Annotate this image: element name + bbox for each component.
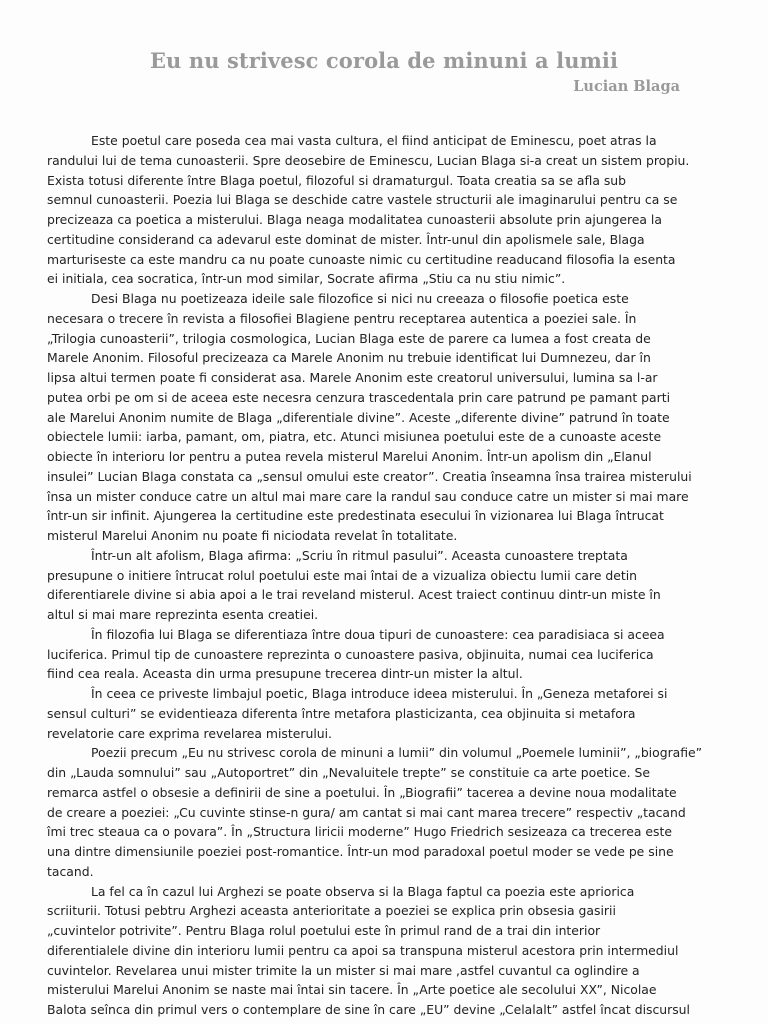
document-author: Lucian Blaga xyxy=(573,78,680,95)
text-line: Desi Blaga nu poetizeaza ideile sale filozofice si nici nu creeaza o filosofie poetica este xyxy=(91,291,629,306)
text-line: diferentialele divine din interioru lumii pentru ca apoi sa transpuna misterul acestora prin intermediul xyxy=(47,942,679,958)
text-line: precizeaza ca poetica a misterului. Blaga neaga modalitatea cunoasterii absolute prin ajungerea la xyxy=(47,212,662,227)
text-line: În filozofia lui Blaga se diferentiaza între doua tipuri de cunoastere: cea paradisiaca si aceea xyxy=(91,626,665,642)
text-line: din „Lauda somnului” sau „Autoportret” din „Nevaluitele trepte” se constituie ca arte poetice. Se xyxy=(47,765,650,780)
text-line: îmi trec steaua ca o povara”. În „Structura liricii moderne” Hugo Friedrich sesizeaza ca trecerea este xyxy=(47,824,672,840)
document-body xyxy=(47,131,723,1020)
text-line: altul si mai mare reprezinta esenta creatiei. xyxy=(47,607,319,622)
text-line: ei initiala, cea socratica, într-un mod similar, Socrate afirma „Stiu ca nu stiu nimic”. xyxy=(47,271,566,287)
text-line: una dintre dimensiunile poeziei post-romantice. Într-un mod paradoxal poetul moder se vede pe sine xyxy=(47,844,674,859)
document-title: Eu nu strivesc corola de minuni a lumii xyxy=(149,48,619,73)
text-line: revelatorie care exprima revelarea misterului. xyxy=(47,725,332,741)
text-line: „cuvintelor potrivite”. Pentru Blaga rolul poetului este în primul rand de a trai din interior xyxy=(47,923,601,938)
text-line: certitudine considerand ca adevarul este dominat de mister. Într-unul din apolismele sale, Blaga xyxy=(47,231,645,247)
text-line: cuvintelor. Revelarea unui mister trimite la un mister si mai mare ,astfel cuvantul ca oglindire a xyxy=(47,962,640,978)
text-line: Exista totusi diferente între Blaga poetul, filozoful si dramaturgul. Toata creatia sa se afla sub xyxy=(47,172,627,188)
text-line: putea orbi pe om si de aceea este necesra cenzura trascedentala prin care patrund pe pamant parti xyxy=(47,389,671,405)
text-line: de creare a poeziei: „Cu cuvinte stinse-n gura/ am cantat si mai cant marea trecere” respectiv „tacand xyxy=(47,804,686,820)
text-line: Poezii precum „Eu nu strivesc corola de minuni a lumii” din volumul „Poemele luminii”, „biografie” xyxy=(91,745,703,761)
text-line: obiectele lumii: iarba, pamant, om, piatra, etc. Atunci misiunea poetului este de a cunoaste aceste xyxy=(47,429,662,445)
text-line: scriiturii. Totusi pebtru Arghezi aceasta anterioritate a poeziei se explica prin obsesia gasirii xyxy=(47,903,616,919)
text-line: randului lui de tema cunoasterii. Spre deosebire de Eminescu, Lucian Blaga si-a creat un sistem propiu. xyxy=(47,152,690,168)
text-line: Marele Anonim. Filosoful precizeaza ca Marele Anonim nu trebuie identificat lui Dumnezeu, dar în xyxy=(47,350,651,366)
text-line: diferentiarele divine si abia apoi a le trai reveland misterul. Acest traiect continuu dintr-un miste în xyxy=(47,587,661,603)
text-line: misterul Marelui Anonim nu poate fi niciodata revelat în totalitate. xyxy=(47,528,458,543)
text-line: semnul cunoasterii. Poezia lui Blaga se deschide catre vastele structurii ale imaginarului pentru ca se xyxy=(47,192,678,208)
text-line: însa un mister conduce catre un altul mai mare care la randul sau conduce catre un mister si mai mare xyxy=(47,488,689,504)
text-line: marturiseste ca este mandru ca nu poate cunoaste nimic cu certitudine readucand filosofia la esenta xyxy=(47,251,676,267)
text-line: lipsa altui termen poate fi considerat asa. Marele Anonim este creatorul universului, lumina sa l-ar xyxy=(47,370,658,385)
text-line: presupune o initiere întrucat rolul poetului este mai întai de a vizualiza obiectu lumii care detin xyxy=(47,567,638,583)
text-line: fiind cea reala. Aceasta din urma presupune trecerea dintr-un mister la altul. xyxy=(47,666,523,682)
text-line: într-un sir infinit. Ajungerea la certitudine este predestinata esecului în vizionarea lui Blaga întrucat xyxy=(47,508,664,524)
text-line: Într-un alt afolism, Blaga afirma: „Scriu în ritmul pasului”. Aceasta cunoastere treptata xyxy=(91,547,628,563)
text-line: misterului Marelui Anonim se naste mai întai sin tacere. În „Arte poetice ale secolului XX”, Nicolae xyxy=(47,982,657,998)
text-line: obiecte în interioru lor pentru a putea revela misterul Marelui Anonim. Într-un apolism din „Elanul xyxy=(47,449,652,464)
text-line: sensul culturi” se evidentieaza diferenta între metafora plasticizanta, cea objinuita si metafora xyxy=(47,705,636,721)
text-line: remarca astfel o obsesie a definirii de sine a poetului. În „Biografii” tacerea a devine noua modalitate xyxy=(47,784,677,800)
text-line: „Trilogia cunoasterii”, trilogia cosmologica, Lucian Blaga este de parere ca lumea a fost creata de xyxy=(47,330,651,346)
text-line: luciferica. Primul tip de cunoastere reprezinta o cunoastere pasiva, objinuita, numai cea luciferica xyxy=(47,646,654,662)
text-line: În ceea ce priveste limbajul poetic, Blaga introduce ideea misterului. În „Geneza metaforei si xyxy=(91,686,668,701)
text-line: insulei” Lucian Blaga constata ca „sensul omului este creator”. Creatia înseamna însa trairea misterului xyxy=(47,468,692,484)
text-line: Este poetul care poseda cea mai vasta cultura, el fiind anticipat de Eminescu, poet atras la xyxy=(91,133,657,148)
text-line: ale Marelui Anonim numite de Blaga „diferentiale divine”. Aceste „diferente divine” patrund în toate xyxy=(47,409,670,425)
text-line: Balota seînca din primul vers o contemplare de sine în care „EU” devine „Celalalt” astfel încat discursul xyxy=(47,1002,690,1017)
text-line: tacand. xyxy=(47,863,94,879)
text-line: necesara o trecere în revista a filosofiei Blagiene pentru receptarea autentica a poeziei sale. În xyxy=(47,310,637,326)
text-line: La fel ca în cazul lui Arghezi se poate observa si la Blaga faptul ca poezia este apriorica xyxy=(91,883,635,899)
